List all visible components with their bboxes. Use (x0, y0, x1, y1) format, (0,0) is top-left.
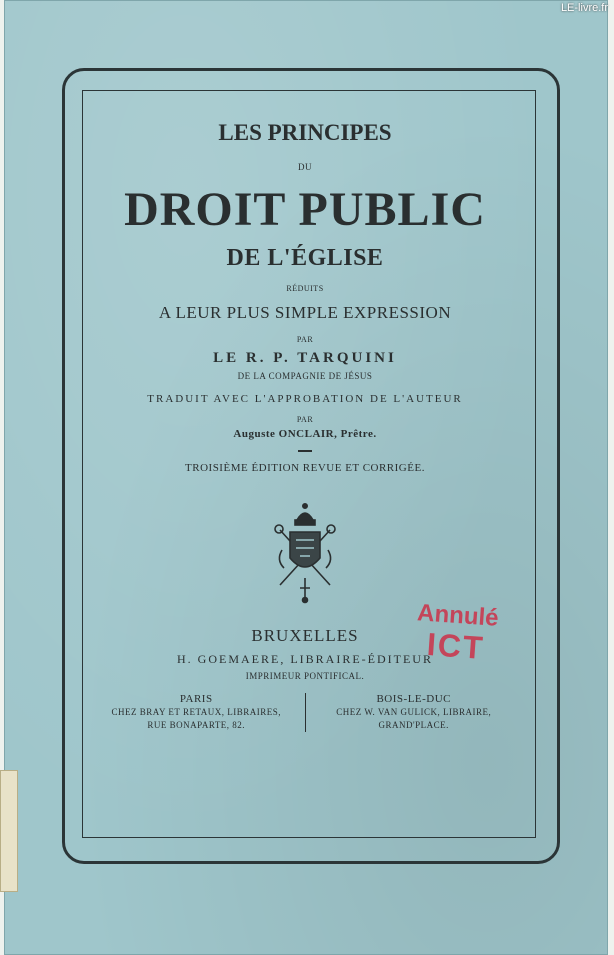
papal-coat-of-arms-icon (270, 500, 340, 610)
edition-note: TROISIÈME ÉDITION REVUE ET CORRIGÉE. (185, 462, 425, 474)
publisher-city: BRUXELLES (251, 626, 359, 645)
author-name: LE R. P. TARQUINI (213, 350, 397, 366)
distributor-bld-line1: CHEZ W. VAN GULICK, LIBRAIRE, (336, 707, 492, 717)
distributor-bld-city: BOIS-LE-DUC (376, 693, 452, 705)
distributor-paris (94, 693, 299, 732)
author-affiliation: DE LA COMPAGNIE DE JÉSUS (237, 371, 373, 381)
watermark: LE-livre.fr (560, 2, 608, 14)
distributor-paris-line2: RUE BONAPARTE, 82. (147, 720, 246, 730)
column-divider (305, 693, 306, 732)
distributor-bois-le-duc (312, 693, 517, 732)
distributors (94, 693, 516, 732)
subtitle: A LEUR PLUS SIMPLE EXPRESSION (158, 303, 452, 322)
title-line-2: DU (298, 162, 312, 172)
stamp-line-1: Annulé (416, 599, 500, 632)
distributor-paris-line1: CHEZ BRAY ET RETAUX, LIBRAIRES, (111, 707, 281, 717)
par-author: PAR (296, 335, 314, 344)
library-spine-label (0, 770, 18, 892)
publisher-role: IMPRIMEUR PONTIFICAL. (245, 671, 365, 681)
publisher-name: H. GOEMAERE, LIBRAIRE-ÉDITEUR (177, 652, 433, 666)
par-translator: PAR (296, 415, 314, 424)
cancelled-stamp (414, 601, 499, 665)
translation-note: TRADUIT AVEC L'APPROBATION DE L'AUTEUR (147, 393, 463, 405)
distributor-paris-city: PARIS (179, 693, 213, 705)
title-line-1: LES PRINCIPES (218, 120, 392, 145)
title-line-4: DE L'ÉGLISE (226, 245, 384, 271)
divider-rule (298, 450, 312, 452)
translator-name: Auguste ONCLAIR, Prêtre. (233, 428, 377, 440)
title-line-5: RÉDUITS (286, 284, 324, 293)
stamp-line-2: ICT (425, 626, 486, 666)
main-title: DROIT PUBLIC (124, 183, 486, 236)
distributor-bld-line2: GRAND'PLACE. (378, 720, 449, 730)
